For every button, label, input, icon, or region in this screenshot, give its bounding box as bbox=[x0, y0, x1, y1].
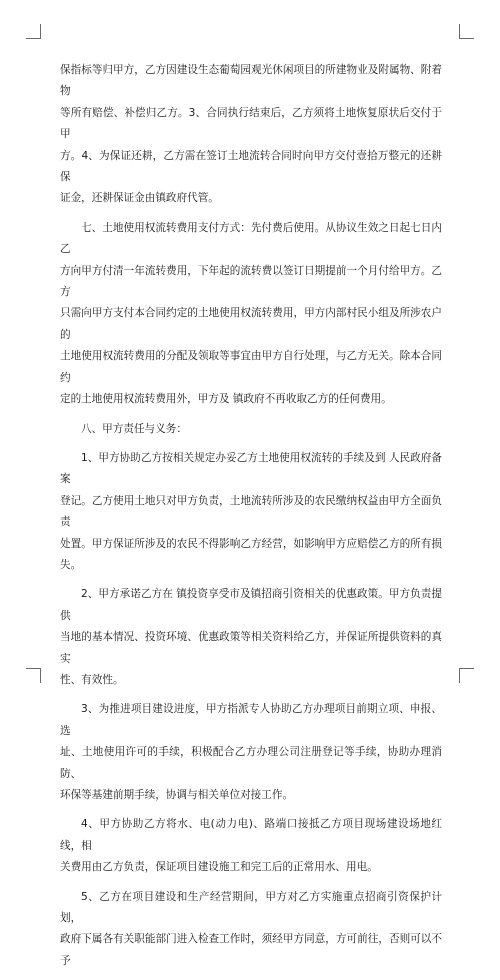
paragraph-duty-5: 5、乙方在项目建设和生产经营期间，甲方对乙方实施重点招商引资保护计划， 政府下属各有关职能部门进入检查工作时，须经甲方同意，方可前往，否则可以不予 bbox=[60, 890, 442, 967]
crop-mark-top-right-v bbox=[459, 24, 460, 39]
crop-mark-top-right-h bbox=[460, 38, 474, 39]
crop-mark-bottom-right-h bbox=[460, 668, 474, 669]
paragraph-clause-8-heading: 八、甲方责任与义务： bbox=[81, 422, 187, 435]
paragraph-duty-2: 2、甲方承诺乙方在 镇投资享受市及镇招商引资相关的优惠政策。甲方负责提供 当地的基本情况、投资环境、优惠政策等相关资料给乙方，并保证所提供资料的真实 性、有效性。 bbox=[60, 588, 442, 686]
crop-mark-bottom-left-v bbox=[40, 668, 41, 683]
paragraph-land-compensation: 保指标等归甲方，乙方因建设生态葡萄园观光休闲项目的所建物业及附属物、附着物 等所有赔偿、补偿归乙方。3、合同执行结束后，乙方须将土地恢复原状后交付于甲 方。4、为保证还耕，乙方需在签订土地流转合同时向甲方交付壹拾万整元的还耕保 证金，还耕保证金由镇政府代管。 bbox=[60, 64, 442, 205]
paragraph-duty-3: 3、为推进项目建设进度，甲方指派专人协助乙方办理项目前期立项、申报、选 址、土地使用许可的手续，积极配合乙方办理公司注册登记等手续，协助办理消防、 环保等基建前期手续，协调与相关单位对接工作。 bbox=[60, 703, 442, 801]
paragraph-duty-1: 1、甲方协助乙方按相关规定办妥乙方土地使用权流转的手续及到 人民政府备案 登记。乙方使用土地只对甲方负责，土地流转所涉及的农民缴纳权益由甲方全面负责 处置。甲方保证所涉及的农民不得影响乙方经营，如影响甲方应赔偿乙方的所有损失。 bbox=[60, 451, 442, 571]
crop-mark-bottom-right-v bbox=[459, 668, 460, 683]
paragraph-clause-7-payment: 七、土地使用权流转费用支付方式：先付费后使用。从协议生效之日起七日内乙 方向甲方付清一年流转费用，下年起的流转费以签订日期提前一个月付给甲方。乙方 只需向甲方支付本合同约定的土地使用权流转费用，甲方内部村民小组及所涉农户的 土地使用权流转费用的分配及领取等事宜由甲方自行处理，与乙方无关。除本合同约 定的土地使用权流转费用外，甲方及 镇政府不再收取乙方的任何费用。 bbox=[60, 221, 442, 406]
document-body bbox=[60, 60, 442, 980]
crop-mark-top-left-v bbox=[40, 24, 41, 39]
crop-mark-top-left-h bbox=[26, 38, 40, 39]
paragraph-duty-4: 4、甲方协助乙方将水、电(动力电)、路端口接抵乙方项目现场建设场地红线，相 关费用由乙方负责，保证项目建设施工和完工后的正常用水、用电。 bbox=[60, 818, 442, 874]
crop-mark-bottom-left-h bbox=[26, 668, 40, 669]
